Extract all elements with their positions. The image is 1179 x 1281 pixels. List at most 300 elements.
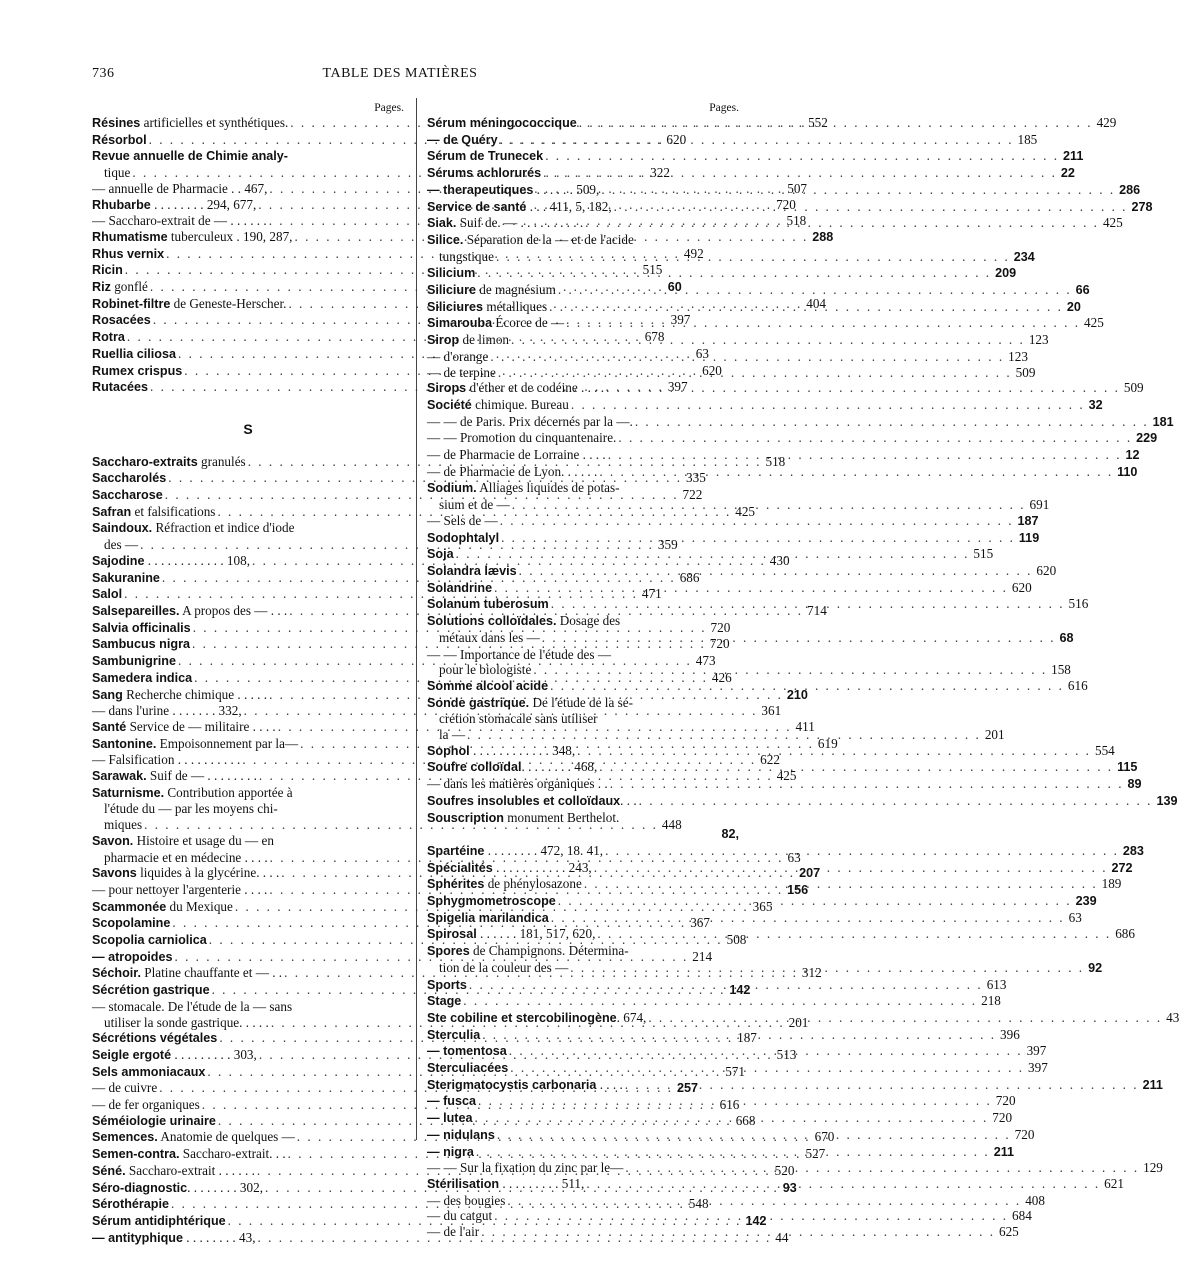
entry-pages: 201 bbox=[984, 727, 1005, 743]
entry-continuation: crétion stomacale sans utiliser bbox=[439, 711, 598, 727]
entry-text: — — de Paris. Prix décernés par la —. bbox=[427, 413, 633, 429]
entry-continuation: la — bbox=[439, 727, 466, 743]
entry-pages: 218 bbox=[981, 993, 1001, 1009]
entry-pages: 63 bbox=[695, 345, 709, 361]
index-entry bbox=[427, 348, 1028, 365]
leader-dots bbox=[498, 513, 1016, 529]
entry-term: Sérum antidiphtérique bbox=[92, 1214, 226, 1228]
entry-text: monument Berthelot. bbox=[503, 809, 620, 825]
entry-term: Scammonée bbox=[92, 899, 167, 914]
entry-text: du Mexique bbox=[166, 898, 233, 914]
entry-text: . . . . . . . . 43, bbox=[182, 1229, 256, 1245]
entry-text: de phénylosazone bbox=[484, 876, 582, 892]
entry-pages: 283 bbox=[1122, 843, 1144, 858]
entry-text: — du catgut bbox=[427, 1208, 493, 1224]
entry-pages: 425 bbox=[1102, 215, 1123, 231]
entry-term: — lutea bbox=[427, 1111, 473, 1126]
entry-pages: 616 bbox=[719, 1097, 740, 1113]
entry-text: Dosage des bbox=[556, 613, 621, 629]
entry-pages: 678 bbox=[644, 329, 665, 345]
entry-continuation: tungstique bbox=[439, 248, 494, 264]
leader-dots bbox=[584, 1176, 1102, 1192]
entry-text: Histoire et usage du — en bbox=[133, 832, 274, 848]
leader-dots bbox=[597, 759, 1115, 775]
index-entry bbox=[427, 165, 1075, 182]
entry-term: Séro-diagnostic bbox=[92, 1180, 188, 1195]
leader-dots bbox=[494, 249, 1012, 265]
entry-term: Silicium bbox=[427, 266, 476, 281]
entry-term: Sérum de Trunecek bbox=[427, 149, 544, 164]
leader-dots bbox=[582, 876, 1100, 892]
entry-text: de Champignons. Détermina- bbox=[469, 943, 629, 959]
entry-term: Résorbol bbox=[92, 132, 147, 147]
leader-dots bbox=[577, 115, 1095, 131]
entry-term: Sterigmatocystis carbonaria bbox=[427, 1077, 597, 1092]
entry-pages: 123 bbox=[1028, 332, 1049, 348]
entry-term: Siliciure bbox=[427, 283, 476, 298]
entry-pages: 515 bbox=[973, 546, 994, 562]
entry-text: . . . . . . . . 472, 18. 41, bbox=[484, 842, 604, 858]
entry-term: Scopolia carniolica bbox=[92, 933, 207, 948]
entry-pages: 426 bbox=[711, 669, 732, 685]
leader-dots bbox=[556, 282, 1074, 298]
entry-term: Santé bbox=[92, 719, 127, 734]
entry-pages: 516 bbox=[1068, 596, 1089, 612]
entry-pages: 620 bbox=[1011, 579, 1032, 595]
leader-dots bbox=[509, 332, 1027, 348]
entry-term: Salol bbox=[92, 587, 123, 602]
leader-dots bbox=[568, 960, 1086, 976]
entry-pages: 620 bbox=[702, 362, 722, 378]
leader-dots bbox=[496, 362, 1014, 381]
entry-term: Simarouba bbox=[427, 316, 493, 331]
entry-pages: 518 bbox=[765, 453, 786, 469]
entry-term: Saccharolés bbox=[92, 471, 167, 486]
entry-continuation: tion de la couleur des — bbox=[439, 959, 569, 975]
entry-continuation: sium et de — bbox=[439, 497, 510, 513]
entry-term: Spigelia marilandica bbox=[427, 910, 549, 925]
entry-term: Société bbox=[427, 397, 472, 412]
entry-term: Safran bbox=[92, 504, 132, 519]
entry-term: Spirosal bbox=[427, 927, 477, 942]
entry-text: — — Sur la fixation du zinc par le— bbox=[427, 1160, 624, 1176]
entry-pages: 210 bbox=[786, 687, 808, 702]
entry-term: Spores bbox=[427, 944, 470, 959]
leader-dots bbox=[543, 148, 1061, 164]
entry-text: — Falsification . . . . . . . . . . bbox=[92, 752, 241, 768]
leader-dots bbox=[583, 215, 1101, 231]
entry-term: Santonine. bbox=[92, 736, 157, 751]
entry-term: Revue annuelle de Chimie analy- bbox=[92, 149, 288, 164]
leader-dots bbox=[510, 497, 1028, 513]
leader-dots bbox=[474, 1144, 992, 1160]
entry-term: Spartéine bbox=[427, 843, 485, 858]
entry-term: Saccharo-extraits bbox=[92, 454, 198, 469]
index-entry bbox=[427, 131, 1038, 149]
entry-text: — — Promotion du cinquantenaire. bbox=[427, 430, 617, 446]
entry-text: . . . . . . . . . 511, bbox=[499, 1176, 585, 1191]
entry-pages: 44 bbox=[775, 1229, 789, 1245]
entry-pages: 185 bbox=[1017, 131, 1038, 147]
entry-term: Sambunigrine bbox=[92, 654, 176, 669]
entry-pages: 211 bbox=[1142, 1077, 1163, 1092]
entry-term: Sakuranine bbox=[92, 570, 160, 585]
leader-dots bbox=[508, 1060, 1026, 1076]
entry-text: — des bougies bbox=[427, 1192, 506, 1208]
entry-pages: 32 bbox=[1088, 397, 1103, 412]
entry-text: — pour nettoyer l'argenterie . . . . bbox=[92, 881, 268, 897]
entry-pages: 425 bbox=[1084, 315, 1104, 331]
entry-text: Écorce de — bbox=[492, 315, 565, 331]
entry-term: Sterculia bbox=[427, 1027, 481, 1042]
entry-term: Rutacées bbox=[92, 380, 149, 395]
entry-text: et falsifications bbox=[131, 503, 216, 519]
entry-term: Rhus vernix bbox=[92, 246, 165, 261]
leader-dots bbox=[623, 1077, 1141, 1093]
entry-term: Samedera indica bbox=[92, 670, 193, 685]
index-entry bbox=[427, 646, 1071, 678]
entry-pages: 616 bbox=[1067, 677, 1088, 693]
entry-term: — nidulans bbox=[427, 1127, 495, 1142]
entry-term: Semen-contra. bbox=[92, 1147, 180, 1162]
entry-term: Somme alcool acide bbox=[427, 678, 549, 693]
entry-pages: 471 bbox=[641, 586, 662, 602]
entry-continuation: utiliser la sonde gastrique. . . . . bbox=[104, 1014, 269, 1030]
entry-term: Scopolamine bbox=[92, 916, 171, 931]
entry-text: — de cuivre bbox=[92, 1080, 158, 1096]
leader-dots bbox=[541, 165, 1059, 181]
entry-pages: 552 bbox=[808, 115, 828, 130]
entry-continuation: métaux dans les — bbox=[439, 629, 540, 645]
entry-term: Sports bbox=[427, 977, 467, 992]
entry-term: Sérums achlorurés bbox=[427, 166, 542, 181]
leader-dots bbox=[461, 993, 979, 1009]
entry-text: — de Pharmacie de Lorraine . . . . bbox=[427, 447, 606, 463]
entry-pages: 430 bbox=[769, 552, 790, 568]
entry-text: . . . . . . 509, bbox=[533, 181, 600, 197]
pages-heading: Pages. bbox=[709, 102, 739, 114]
entry-term: — therapeutiques bbox=[427, 182, 534, 197]
index-entry bbox=[427, 463, 1138, 481]
entry-term: Séméiologie urinaire bbox=[92, 1113, 216, 1128]
entry-text: — annuelle de Pharmacie . . 467, bbox=[92, 180, 268, 196]
entry-text: chimique. Bureau bbox=[471, 396, 569, 412]
entry-term: Rotra bbox=[92, 330, 125, 345]
entry-pages: 12 bbox=[1125, 448, 1140, 463]
entry-pages: 286 bbox=[1119, 182, 1141, 197]
entry-text: Séparation de la — et de l'acide bbox=[463, 231, 634, 247]
entry-term: Sambucus nigra bbox=[92, 637, 190, 652]
entry-text: . . . bbox=[620, 792, 637, 808]
index-entry bbox=[427, 579, 1032, 597]
entry-pages: 722 bbox=[682, 487, 703, 503]
entry-term: Séné. bbox=[92, 1163, 126, 1178]
entry-pages: 322 bbox=[650, 165, 670, 181]
leader-dots bbox=[556, 893, 1074, 909]
leader-dots bbox=[592, 860, 1110, 876]
entry-pages: 571 bbox=[725, 1063, 745, 1079]
entry-term: Rosacées bbox=[92, 313, 151, 328]
entry-term: Sérothérapie bbox=[92, 1197, 169, 1212]
entry-pages: 509 bbox=[1123, 380, 1144, 396]
entry-continuation: des — bbox=[104, 537, 139, 553]
leader-dots bbox=[548, 678, 1066, 694]
entry-term: Sajodine bbox=[92, 553, 145, 568]
leader-dots bbox=[603, 843, 1121, 859]
page-title: TABLE DES MATIÈRES bbox=[322, 66, 478, 81]
entry-pages: 429 bbox=[1096, 115, 1117, 130]
entry-pages: 515 bbox=[642, 262, 663, 278]
entry-text: métalliques bbox=[483, 298, 548, 314]
entry-term: Sérum méningococcique bbox=[427, 116, 577, 130]
entry-term: Soufre colloïdal bbox=[427, 760, 522, 775]
entry-term: Résines bbox=[92, 116, 141, 130]
entry-term: — atropoides bbox=[92, 949, 173, 964]
entry-text: Empoisonnement par la— bbox=[156, 735, 299, 751]
index-entry bbox=[427, 1093, 1016, 1110]
index-entry bbox=[427, 530, 1040, 547]
leader-dots bbox=[473, 1110, 991, 1126]
entry-pages: 548 bbox=[688, 1196, 709, 1212]
leader-dots bbox=[616, 430, 1134, 446]
leader-dots bbox=[623, 1160, 1141, 1176]
entry-text: d'éther et de codéine . . . . bbox=[466, 380, 605, 396]
leader-dots bbox=[633, 414, 1151, 430]
page-number: 736 bbox=[92, 66, 115, 81]
entry-pages: 142 bbox=[729, 983, 751, 998]
entry-pages: 211 bbox=[1063, 149, 1084, 164]
leader-dots bbox=[505, 1193, 1023, 1209]
entry-pages: 720 bbox=[776, 196, 796, 212]
entry-pages: 425 bbox=[776, 768, 797, 784]
entry-pages: 234 bbox=[1013, 249, 1035, 264]
entry-pages: 492 bbox=[683, 245, 704, 261]
entry-pages: 620 bbox=[1036, 562, 1057, 578]
index-entry bbox=[427, 148, 1084, 165]
entry-pages: 187 bbox=[1017, 513, 1039, 528]
entry-pages: 520 bbox=[774, 1162, 795, 1178]
entry-text: — dans les matières organiques . . bbox=[427, 776, 608, 792]
index-entry bbox=[427, 396, 1103, 414]
entry-pages: 509 bbox=[1015, 364, 1036, 380]
entry-text: De l'étude de la sé- bbox=[529, 694, 633, 710]
leader-dots bbox=[595, 926, 1113, 942]
index-entry bbox=[427, 282, 1090, 299]
entry-text: . . . . . . . . . . . . 348, bbox=[469, 742, 576, 758]
leader-dots bbox=[549, 596, 1067, 612]
entry-pages: 397 bbox=[1028, 1060, 1048, 1076]
leader-dots bbox=[492, 580, 1010, 596]
entry-text: . . . . . . . . 468, bbox=[521, 759, 598, 775]
entry-text: . . . . . . . . 302, bbox=[187, 1179, 263, 1195]
entry-term: Stérilisation bbox=[427, 1177, 500, 1191]
entry-pages: 92 bbox=[1088, 960, 1103, 975]
entry-pages: 720 bbox=[995, 1093, 1016, 1109]
entry-text: Saccharo-extrait. . . bbox=[179, 1146, 286, 1162]
index-entry bbox=[427, 315, 1104, 332]
leader-dots bbox=[646, 1010, 1164, 1026]
entry-term: Sarawak. bbox=[92, 769, 147, 784]
entry-text: — stomacale. De l'étude de la — sans bbox=[92, 998, 293, 1014]
entry-pages: 527 bbox=[805, 1146, 826, 1162]
entry-pages: 365 bbox=[752, 898, 773, 914]
entry-pages: 668 bbox=[735, 1112, 756, 1128]
leader-dots bbox=[569, 397, 1087, 413]
entry-term: Saccharose bbox=[92, 488, 163, 503]
entry-term: — antityphique bbox=[92, 1230, 183, 1245]
entry-pages: 720 bbox=[992, 1110, 1013, 1126]
entry-pages: 720 bbox=[709, 636, 730, 652]
entry-text: — de Pharmacie de Lyon. . . . . . bbox=[427, 463, 598, 479]
leader-dots bbox=[454, 546, 972, 562]
entry-pages: 508 bbox=[726, 932, 747, 948]
entry-text: . . . . bbox=[596, 1076, 623, 1092]
entry-text: — de l'air bbox=[427, 1224, 480, 1240]
entry-term: Savons bbox=[92, 866, 137, 881]
entry-pages: 625 bbox=[998, 1224, 1019, 1240]
leader-dots bbox=[604, 380, 1122, 396]
entry-continuation: tique bbox=[104, 165, 131, 181]
entry-pages: 139 bbox=[1156, 793, 1178, 808]
index-entry bbox=[427, 993, 1001, 1010]
entry-text: . . . . . . . . . . . 243, bbox=[492, 859, 592, 875]
entry-pages: 425 bbox=[735, 503, 756, 519]
leader-dots bbox=[547, 299, 1065, 315]
entry-text: liquides à la glycérine. . . . bbox=[136, 865, 280, 881]
entry-term: Riz bbox=[92, 280, 111, 295]
entry-term: Séchoir. bbox=[92, 966, 141, 981]
entry-text: — de fer organiques bbox=[92, 1097, 200, 1113]
entry-term: Souscription bbox=[427, 810, 504, 825]
index-entry bbox=[427, 1060, 1048, 1077]
entry-term: Rhubarbe bbox=[92, 197, 151, 212]
entry-pages: 411 bbox=[795, 718, 815, 734]
leader-dots bbox=[476, 1093, 994, 1109]
entry-term: Sodophtalyl bbox=[427, 530, 500, 545]
entry-term: Salvia officinalis bbox=[92, 620, 191, 635]
entry-pages: 397 bbox=[670, 312, 691, 328]
index-entry bbox=[427, 909, 1082, 927]
entry-pages: 620 bbox=[666, 131, 687, 147]
entry-text: — Sels de — bbox=[427, 512, 498, 528]
entry-text: tuberculeux . 190, 287, bbox=[167, 228, 293, 244]
index-entry bbox=[427, 1192, 1045, 1209]
entry-pages: 43 bbox=[1166, 1009, 1179, 1025]
entry-pages: 89 bbox=[1127, 777, 1142, 792]
entry-text: Contribution apportée à bbox=[164, 784, 293, 800]
entry-term: Robinet-filtre bbox=[92, 296, 171, 311]
entry-term: Sels ammoniacaux bbox=[92, 1064, 206, 1079]
entry-term: Ste cobiline et stercobilinogène bbox=[427, 1010, 617, 1025]
entry-pages: 397 bbox=[1026, 1043, 1047, 1059]
index-entry bbox=[427, 1076, 1163, 1094]
entry-pages: 142 bbox=[745, 1214, 767, 1228]
entry-term: Seigle ergoté bbox=[92, 1047, 172, 1062]
entry-pages: 396 bbox=[1000, 1026, 1020, 1042]
leader-dots bbox=[597, 464, 1115, 480]
leader-dots bbox=[465, 727, 983, 743]
entry-pages: 554 bbox=[1094, 742, 1115, 758]
leader-dots bbox=[498, 132, 1016, 148]
leader-dots bbox=[479, 1224, 997, 1240]
leader-dots bbox=[488, 349, 1006, 365]
entry-pages: 404 bbox=[806, 295, 827, 311]
leader-dots bbox=[517, 563, 1035, 579]
entry-term: Solanum tuberosum bbox=[427, 597, 549, 612]
entry-pages: 408 bbox=[1025, 1192, 1045, 1208]
entry-term: Soja bbox=[427, 547, 454, 562]
entry-continuation: pour le biologiste bbox=[439, 662, 532, 678]
entry-pages: 66 bbox=[1075, 283, 1090, 298]
leader-dots bbox=[499, 530, 1017, 546]
entry-text: . . . . . . . . . . . . 108, bbox=[144, 552, 250, 568]
entry-term: Sonde gastrique. bbox=[427, 695, 530, 710]
entry-pages: 361 bbox=[761, 703, 782, 719]
entry-pages: 129 bbox=[1143, 1160, 1163, 1176]
entry-text: gonflé bbox=[110, 279, 148, 295]
leader-dots bbox=[575, 743, 1093, 759]
index-entry bbox=[427, 562, 1057, 580]
entry-term: Solutions colloïdales. bbox=[427, 614, 557, 629]
entry-term: — de Quéry bbox=[427, 132, 498, 147]
leader-dots bbox=[540, 630, 1058, 646]
entry-term: — fusca bbox=[427, 1094, 476, 1109]
leader-dots bbox=[531, 662, 1049, 678]
entry-pages: 93 bbox=[782, 1180, 797, 1195]
entry-text: — d'orange bbox=[427, 348, 489, 364]
entry-term: Sophol bbox=[427, 743, 470, 758]
index-entry bbox=[427, 430, 1158, 447]
leader-dots bbox=[475, 265, 993, 281]
entry-pages: 158 bbox=[1051, 662, 1071, 678]
entry-pages: 619 bbox=[817, 735, 838, 751]
entry-term: Soufres insolubles et colloïdaux bbox=[427, 793, 621, 808]
entry-continuation: miques bbox=[104, 817, 143, 833]
entry-text: Service de — militaire . . . . bbox=[126, 718, 276, 734]
entry-term: Sécrétion gastrique bbox=[92, 983, 210, 998]
entry-pages: 211 bbox=[993, 1144, 1015, 1159]
entry-pages: 214 bbox=[692, 948, 713, 964]
leader-dots bbox=[612, 196, 1130, 215]
entry-pages: 63 bbox=[1068, 909, 1082, 925]
entry-pages: 312 bbox=[801, 965, 822, 981]
entry-term: Sang bbox=[92, 687, 123, 702]
entry-pages: 397 bbox=[667, 379, 688, 395]
entry-term: Ruellia ciliosa bbox=[92, 346, 176, 361]
entry-pages: 63 bbox=[787, 849, 801, 865]
entry-term: Salsepareilles. bbox=[92, 603, 180, 618]
entry-pages: 288 bbox=[812, 229, 834, 244]
entry-pages: 720 bbox=[710, 619, 731, 635]
entry-text: . . . . . . . . 294, 677, bbox=[150, 196, 257, 212]
leader-dots bbox=[492, 1208, 1010, 1224]
entry-term: — tomentosa bbox=[427, 1044, 507, 1059]
entry-pages: 22 bbox=[1060, 166, 1075, 181]
entry-pages: 156 bbox=[787, 882, 809, 897]
entry-pages: 20 bbox=[1066, 299, 1081, 314]
pages-heading: Pages. bbox=[374, 102, 404, 114]
entry-pages: 691 bbox=[1029, 497, 1050, 513]
entry-pages: 507 bbox=[787, 180, 807, 196]
entry-term: Semences. bbox=[92, 1130, 158, 1145]
entry-text: . . . . . . . . . 303, bbox=[171, 1046, 257, 1062]
entry-pages: 518 bbox=[786, 213, 807, 229]
entry-term: Sirops bbox=[427, 381, 467, 396]
index-entry bbox=[427, 512, 1039, 530]
entry-text: Suif de. — . . . . . . . . . . bbox=[456, 215, 584, 231]
entry-pages: 68 bbox=[1059, 630, 1074, 645]
entry-term: Ricin bbox=[92, 263, 123, 278]
